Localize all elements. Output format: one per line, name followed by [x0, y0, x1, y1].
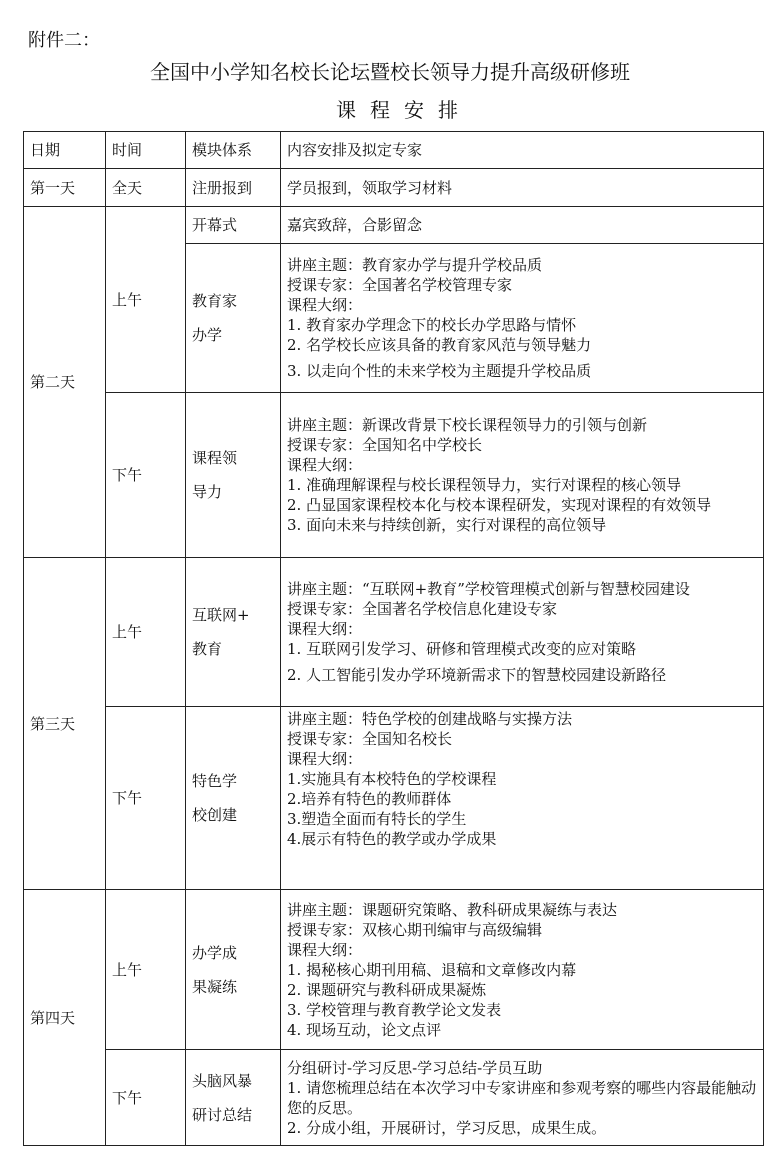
content-line: 课程大纲： — [287, 296, 363, 314]
content-line: 讲座主题：“互联网+教育”学校管理模式创新与智慧校园建设 — [287, 580, 690, 598]
table-header-row — [24, 132, 764, 169]
content-line: 3. 学校管理与教育教学论文发表 — [287, 1000, 502, 1019]
content-line: 1. 互联网引发学习、研修和管理模式改变的应对策略 — [287, 640, 637, 658]
content-line: 授课专家：全国著名学校信息化建设专家 — [287, 600, 558, 618]
content-line: 课程大纲： — [287, 750, 363, 768]
module-cell — [186, 1050, 281, 1146]
content-line: 2. 课题研究与教科研成果凝炼 — [287, 980, 487, 999]
content-line: 2. 凸显国家课程校本化与校本课程研发，实现对课程的有效领导 — [287, 496, 712, 514]
content-line: 2. 人工智能引发办学环境新需求下的智慧校园建设新路径 — [287, 666, 667, 684]
time-cell: 下午 — [106, 707, 186, 890]
table-row — [24, 169, 764, 207]
header-time: 时间 — [106, 132, 186, 169]
content-line: 课程大纲： — [287, 456, 363, 474]
module-line: 课程领 — [192, 449, 238, 467]
table-row — [24, 558, 764, 707]
time-cell: 上午 — [106, 558, 186, 707]
content-cell: 学员报到，领取学习材料 — [281, 169, 764, 207]
content-line: 3.塑造全面而有特长的学生 — [287, 810, 467, 828]
module-cell — [186, 890, 281, 1050]
day-cell: 第一天 — [24, 169, 106, 207]
content-line: 1. 教育家办学理念下的校长办学思路与情怀 — [287, 316, 577, 334]
content-cell: 嘉宾致辞，合影留念 — [281, 207, 764, 244]
module-line: 研讨总结 — [192, 1105, 253, 1124]
content-line: 讲座主题：课题研究策略、教科研成果凝练与表达 — [287, 900, 618, 919]
time-cell: 上午 — [106, 207, 186, 393]
module-line: 互联网+ — [192, 606, 250, 624]
table-row — [24, 890, 764, 1050]
content-line: 2.培养有特色的教师群体 — [287, 790, 452, 808]
module-line: 教育 — [192, 640, 223, 658]
time-cell: 上午 — [106, 890, 186, 1050]
module-line: 办学成 — [192, 943, 238, 962]
content-line: 2. 分成小组，开展研讨，学习反思，成果生成。 — [287, 1118, 607, 1137]
document-subtitle: 课程安排 — [336, 98, 472, 122]
content-line: 1. 揭秘核心期刊用稿、退稿和文章修改内幕 — [287, 960, 577, 979]
content-line: 1. 准确理解课程与校长课程领导力，实行对课程的核心领导 — [287, 476, 682, 494]
header-content: 内容安排及拟定专家 — [281, 132, 764, 169]
time-cell: 全天 — [106, 169, 186, 207]
content-line: 3. 以走向个性的未来学校为主题提升学校品质 — [287, 362, 592, 380]
content-line: 讲座主题：教育家办学与提升学校品质 — [287, 256, 543, 274]
content-line: 授课专家：全国知名校长 — [287, 730, 453, 748]
module-line: 办学 — [192, 326, 223, 344]
content-line: 2. 名学校长应该具备的教育家风范与领导魅力 — [287, 336, 592, 354]
day-cell: 第三天 — [24, 558, 106, 890]
module-cell — [186, 244, 281, 393]
module-cell — [186, 558, 281, 707]
table-row — [24, 207, 764, 244]
content-cell — [281, 1050, 764, 1146]
attachment-label: 附件二： — [28, 30, 100, 51]
module-cell — [186, 707, 281, 890]
content-line: 讲座主题：特色学校的创建战略与实操方法 — [287, 710, 573, 728]
table-row — [24, 1050, 764, 1146]
header-module: 模块体系 — [186, 132, 281, 169]
content-line: 讲座主题：新课改背景下校长课程领导力的引领与创新 — [287, 416, 648, 434]
module-line: 头脑风暴 — [192, 1071, 253, 1090]
header-date: 日期 — [24, 132, 106, 169]
table-row — [24, 707, 764, 890]
module-line: 导力 — [192, 483, 223, 501]
module-line: 特色学 — [192, 772, 238, 790]
module-line: 校创建 — [192, 806, 238, 824]
table-row — [24, 393, 764, 558]
content-line: 课程大纲： — [287, 940, 363, 959]
day-cell: 第四天 — [24, 890, 106, 1146]
content-line: 授课专家：全国知名中学校长 — [287, 436, 483, 454]
schedule-table — [23, 131, 764, 1146]
content-cell — [281, 707, 764, 890]
module-cell: 开幕式 — [186, 207, 281, 244]
time-cell: 下午 — [106, 1050, 186, 1146]
content-line: 1.实施具有本校特色的学校课程 — [287, 770, 497, 788]
module-cell — [186, 393, 281, 558]
module-cell: 注册报到 — [186, 169, 281, 207]
time-cell: 下午 — [106, 393, 186, 558]
content-line: 4. 现场互动，论文点评 — [287, 1020, 442, 1039]
content-line: 1. 请您梳理总结在本次学习中专家讲座和参观考察的哪些内容最能触动您的反思。 — [287, 1078, 757, 1117]
content-cell — [281, 890, 764, 1050]
content-line: 4.展示有特色的教学或办学成果 — [287, 830, 497, 848]
content-line: 授课专家：全国著名学校管理专家 — [287, 276, 513, 294]
content-cell — [281, 558, 764, 707]
day-cell: 第二天 — [24, 207, 106, 558]
content-line: 课程大纲： — [287, 620, 363, 638]
content-cell — [281, 393, 764, 558]
module-line: 教育家 — [192, 292, 238, 310]
module-line: 果凝练 — [192, 977, 238, 996]
content-cell — [281, 244, 764, 393]
content-line: 3. 面向未来与持续创新，实行对课程的高位领导 — [287, 516, 607, 534]
content-line: 授课专家：双核心期刊编审与高级编辑 — [287, 920, 543, 939]
content-line: 分组研讨-学习反思-学习总结-学员互助 — [287, 1058, 543, 1077]
document-title: 全国中小学知名校长论坛暨校长领导力提升高级研修班 — [150, 60, 630, 84]
